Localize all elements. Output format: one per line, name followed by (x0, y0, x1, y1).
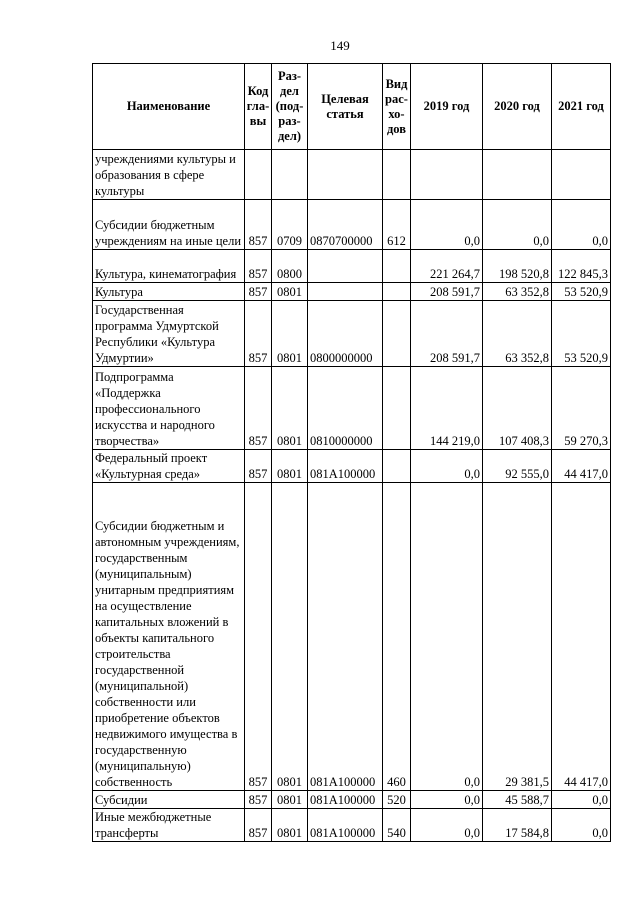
cell-target (308, 150, 383, 200)
page-number: 149 (330, 38, 350, 53)
header-row (93, 64, 611, 150)
cell-2020 (483, 150, 552, 200)
cell-section (272, 150, 308, 200)
cell-name: Государственная программа Удмуртской Республики «Культура Удмуртии» (93, 301, 245, 367)
cell-section: 0801 (272, 483, 308, 791)
cell-target: 081A100000 (308, 791, 383, 809)
cell-section: 0801 (272, 301, 308, 367)
cell-section: 0709 (272, 200, 308, 250)
header-section (272, 64, 308, 150)
header-type-line: дов (386, 121, 406, 136)
cell-2020: 92 555,0 (483, 450, 552, 483)
header-2020: 2020 год (483, 64, 552, 150)
cell-2021: 59 270,3 (552, 367, 611, 450)
cell-2019: 0,0 (411, 791, 483, 809)
cell-target: 081A100000 (308, 450, 383, 483)
cell-target (308, 283, 383, 301)
header-section-line: дел (280, 84, 299, 98)
cell-name: Культура, кинематография (93, 250, 245, 283)
cell-2021: 0,0 (552, 809, 611, 842)
cell-2021: 53 520,9 (552, 283, 611, 301)
cell-section: 0801 (272, 809, 308, 842)
cell-chapter: 857 (245, 200, 272, 250)
cell-2021: 122 845,3 (552, 250, 611, 283)
header-chapter-line: Код (247, 84, 269, 98)
cell-type (383, 367, 411, 450)
cell-section: 0801 (272, 450, 308, 483)
header-section-line: дел) (277, 129, 302, 143)
header-section-line: Раз- (277, 69, 302, 83)
budget-table (92, 63, 611, 842)
cell-chapter: 857 (245, 809, 272, 842)
cell-2019: 0,0 (411, 483, 483, 791)
cell-2021 (552, 150, 611, 200)
header-target-line: Целевая (321, 91, 369, 106)
header-target-line: статья (326, 106, 364, 121)
header-chapter (245, 64, 272, 150)
cell-type (383, 150, 411, 200)
header-name: Наименование (93, 64, 245, 150)
table-row (93, 367, 611, 450)
cell-type (383, 450, 411, 483)
cell-type: 460 (383, 483, 411, 791)
header-type-line: Вид (385, 76, 408, 91)
cell-name: Субсидии бюджетным и автономным учреждениям, государственным (муниципальным) унитарным предприятиям на осуществление капитальных вложений в объекты капитального строительства государственной (муниципальной) собственности или приобретение объектов недвижимого имущества в государственную (муниципальную) собственность (93, 483, 245, 791)
cell-target: 081A100000 (308, 809, 383, 842)
cell-2020: 198 520,8 (483, 250, 552, 283)
cell-section: 0801 (272, 791, 308, 809)
cell-2019: 0,0 (411, 200, 483, 250)
table-row (93, 200, 611, 250)
cell-2021: 53 520,9 (552, 301, 611, 367)
cell-2019: 0,0 (411, 809, 483, 842)
header-type-line: рас- (385, 91, 408, 106)
cell-name: Подпрограмма «Поддержка профессионального искусства и народного творчества» (93, 367, 245, 450)
cell-chapter: 857 (245, 367, 272, 450)
cell-2020: 17 584,8 (483, 809, 552, 842)
cell-2020: 63 352,8 (483, 283, 552, 301)
cell-target: 0810000000 (308, 367, 383, 450)
cell-2019: 0,0 (411, 450, 483, 483)
cell-2019: 144 219,0 (411, 367, 483, 450)
cell-section: 0800 (272, 250, 308, 283)
cell-type: 612 (383, 200, 411, 250)
cell-target: 0800000000 (308, 301, 383, 367)
table-row (93, 283, 611, 301)
cell-section: 0801 (272, 283, 308, 301)
header-2021: 2021 год (552, 64, 611, 150)
header-chapter-line: гла- (246, 99, 270, 113)
cell-2021: 44 417,0 (552, 483, 611, 791)
cell-name: Субсидии бюджетным учреждениям на иные цели (93, 200, 245, 250)
cell-name: учреждениями культуры и образования в сфере культуры (93, 150, 245, 200)
table-row (93, 150, 611, 200)
table-row (93, 809, 611, 842)
cell-chapter: 857 (245, 791, 272, 809)
cell-2019: 208 591,7 (411, 283, 483, 301)
cell-target: 081A100000 (308, 483, 383, 791)
header-section-line: раз- (278, 114, 301, 128)
cell-name: Иные межбюджетные трансферты (93, 809, 245, 842)
cell-2019: 208 591,7 (411, 301, 483, 367)
cell-2020: 29 381,5 (483, 483, 552, 791)
header-section-line: (под- (275, 99, 304, 113)
cell-2020: 0,0 (483, 200, 552, 250)
cell-name: Культура (93, 283, 245, 301)
cell-2020: 45 588,7 (483, 791, 552, 809)
cell-section: 0801 (272, 367, 308, 450)
cell-type: 540 (383, 809, 411, 842)
table-row (93, 791, 611, 809)
cell-2020: 63 352,8 (483, 301, 552, 367)
cell-chapter: 857 (245, 301, 272, 367)
cell-2020: 107 408,3 (483, 367, 552, 450)
cell-name: Субсидии (93, 791, 245, 809)
header-target (308, 64, 383, 150)
cell-target: 0870700000 (308, 200, 383, 250)
cell-2019: 221 264,7 (411, 250, 483, 283)
table-row (93, 483, 611, 791)
header-chapter-line: вы (249, 114, 267, 128)
table-row (93, 250, 611, 283)
table-row (93, 301, 611, 367)
cell-target (308, 250, 383, 283)
cell-chapter (245, 150, 272, 200)
cell-chapter: 857 (245, 283, 272, 301)
table-row (93, 450, 611, 483)
cell-type (383, 301, 411, 367)
cell-type (383, 250, 411, 283)
cell-2021: 0,0 (552, 791, 611, 809)
cell-2019 (411, 150, 483, 200)
header-type (383, 64, 411, 150)
cell-chapter: 857 (245, 483, 272, 791)
cell-2021: 0,0 (552, 200, 611, 250)
cell-chapter: 857 (245, 250, 272, 283)
header-type-line: хо- (388, 106, 405, 121)
cell-type: 520 (383, 791, 411, 809)
cell-2021: 44 417,0 (552, 450, 611, 483)
cell-chapter: 857 (245, 450, 272, 483)
cell-name: Федеральный проект «Культурная среда» (93, 450, 245, 483)
cell-type (383, 283, 411, 301)
header-2019: 2019 год (411, 64, 483, 150)
